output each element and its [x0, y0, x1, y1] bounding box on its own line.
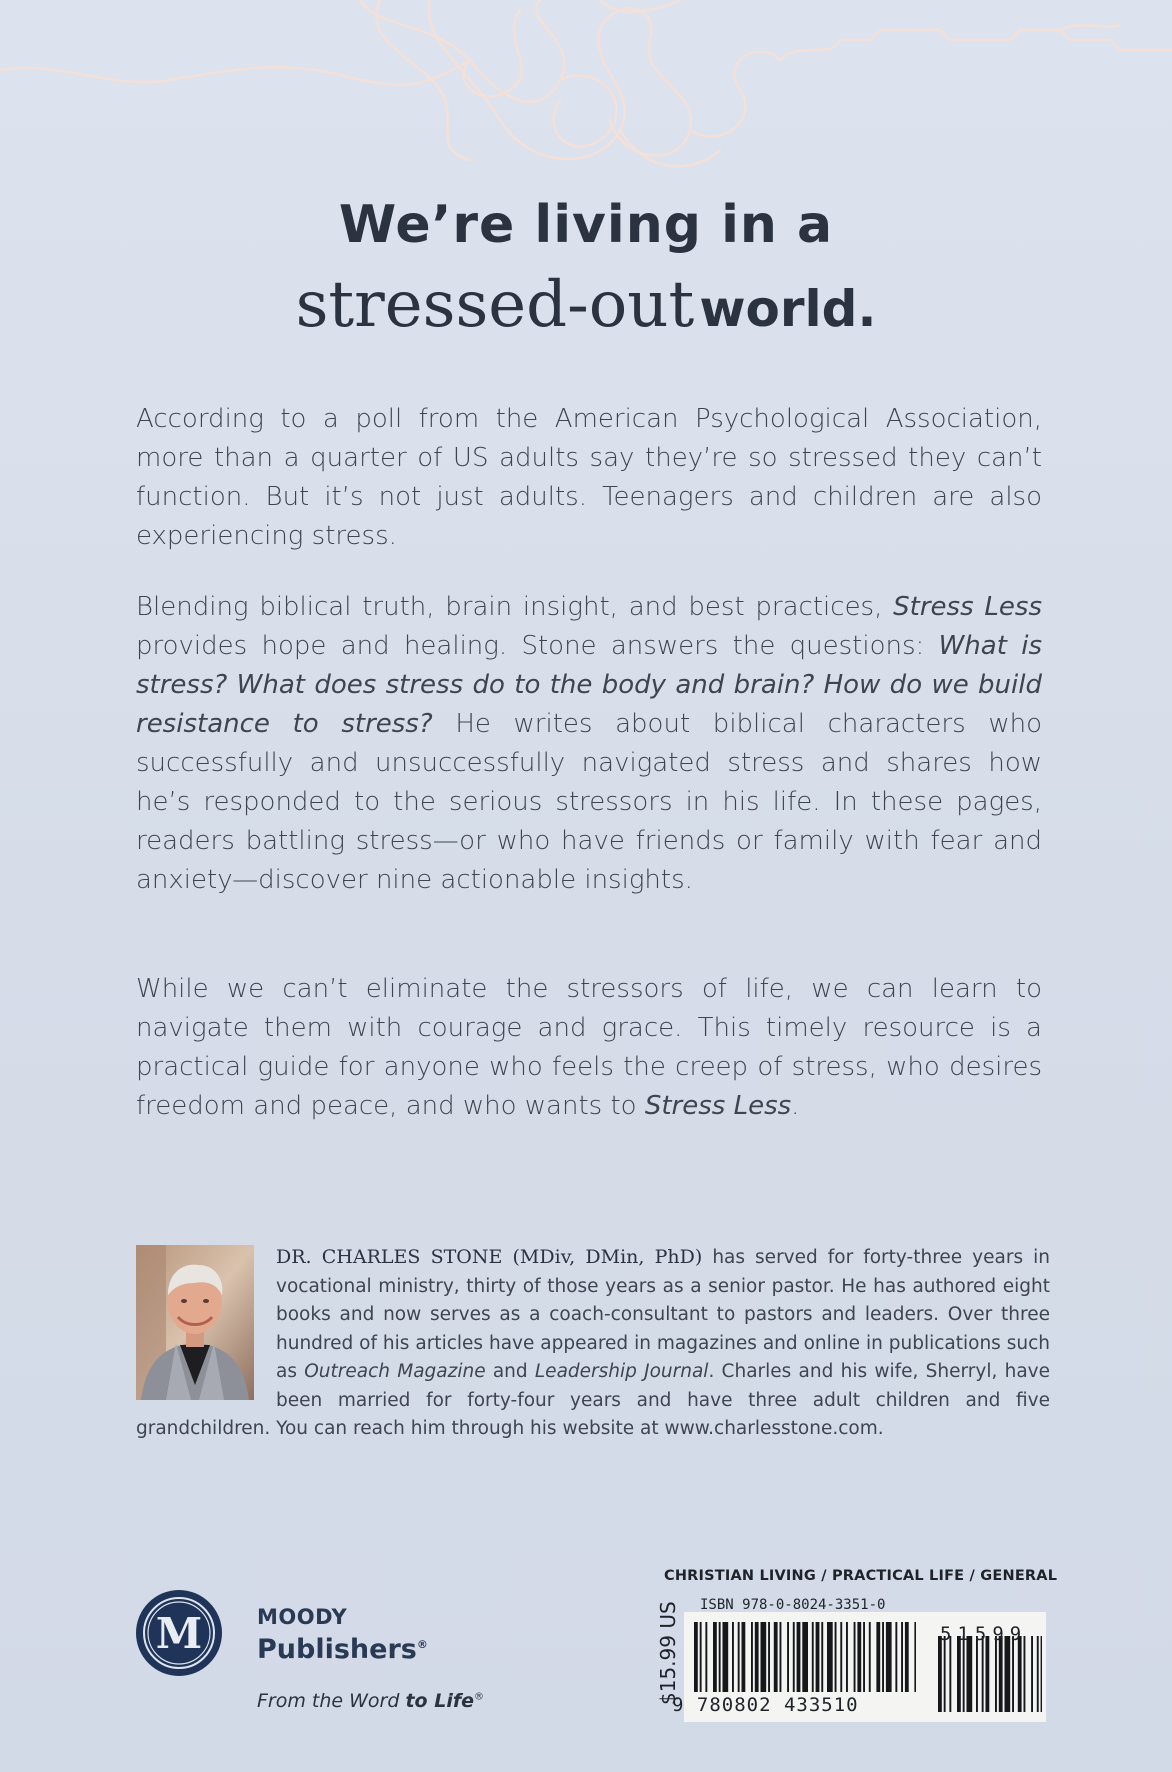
barcode-bar [957, 1636, 961, 1712]
barcode-bar [723, 1622, 729, 1692]
barcode-bar [854, 1622, 856, 1692]
barcode-bar [738, 1622, 740, 1692]
barcode-bar [857, 1622, 861, 1692]
p2-text-e: He writes about biblical characters who successfully and unsuccessfully navigated stress and shares how he’s responded to the serious stressors in his life. In these pages, readers battling stress—or who have friends or family with fear and anxiety—discover nine actionable insights. [136, 709, 1042, 895]
barcode-bar [761, 1622, 767, 1692]
p2-text-a: Blending biblical truth, brain insight, and best practices, [136, 592, 894, 622]
barcode-bar [976, 1636, 978, 1712]
barcode-bar [768, 1622, 770, 1692]
bio-text-e: . Charles and his wife, Sherryl, have been married for forty-four years and have three adult children and five grandchildren. You can reach him through his website at www.charlesstone.com. [136, 1361, 1050, 1439]
barcode-bar [816, 1622, 820, 1692]
tagline-text-a: From the Word [257, 1690, 406, 1712]
author-bio [136, 1243, 1050, 1444]
p2-text-c: provides hope and healing. Stone answers the questions: [136, 631, 939, 661]
barcode-bar [1012, 1636, 1014, 1712]
barcode-bar [963, 1636, 965, 1712]
barcode-bar [1031, 1636, 1033, 1712]
barcode-bar [700, 1622, 702, 1692]
bio-text-c: and [485, 1361, 535, 1382]
publisher-tagline [257, 1690, 484, 1712]
barcode-bar [863, 1622, 865, 1692]
description-paragraph-3 [136, 970, 1042, 1126]
barcode-bar [694, 1622, 698, 1692]
barcode-bar [938, 1636, 942, 1712]
barcode-bar [986, 1636, 990, 1712]
barcode-bar [1041, 1636, 1042, 1712]
barcode-bar [840, 1622, 842, 1692]
barcode-bar [755, 1622, 759, 1692]
barcode-bar [787, 1622, 789, 1692]
bio-publication-1: Outreach Magazine [304, 1361, 486, 1382]
barcode-bar [846, 1622, 848, 1692]
tagline-registered-mark: ® [474, 1691, 484, 1703]
barcode-bar [914, 1622, 916, 1692]
barcode-bar [751, 1622, 753, 1692]
publisher-name-bottom [257, 1629, 428, 1666]
barcode-bar [1018, 1636, 1022, 1712]
barcode-bar [1005, 1636, 1011, 1712]
barcode-bar [944, 1636, 946, 1712]
barcode-bar [812, 1622, 814, 1692]
author-name: DR. CHARLES STONE (MDiv, DMin, PhD) [276, 1246, 703, 1268]
publisher-name-top: MOODY [257, 1605, 348, 1629]
barcode-digits: 9 780802 433510 [672, 1694, 859, 1716]
publisher-name-bottom-text: Publishers [257, 1634, 417, 1665]
barcode-bar [780, 1622, 782, 1692]
description-paragraph-2 [136, 588, 1042, 900]
headline-serif-word: stressed-out [295, 268, 695, 342]
bisac-category: CHRISTIAN LIVING / PRACTICAL LIFE / GENERAL [664, 1568, 1058, 1584]
price-code-text: 51599 [940, 1623, 1028, 1645]
publisher-name [257, 1605, 428, 1666]
barcode-bar [705, 1622, 707, 1692]
p2-questions: What is stress? What does stress do to the body and brain? How do we build resistance to stress? [136, 631, 1042, 739]
barcode-bar [886, 1622, 892, 1692]
barcode-bar [901, 1622, 903, 1692]
barcode-bar [967, 1636, 973, 1712]
headline-bold-word: world. [699, 280, 877, 338]
headline-line-1: We’re living in a [338, 195, 834, 255]
bio-publication-2: Leadership Journal [534, 1361, 709, 1382]
barcode-bar [797, 1622, 801, 1692]
barcode-bar [742, 1622, 746, 1692]
barcode-bar [999, 1636, 1003, 1712]
description-paragraph-1: According to a poll from the American Psychological Association, more than a quarter of US adults say they’re so stressed they can’t function. But it’s not just adults. Teenagers and children are also experiencing stress. [136, 404, 1042, 551]
p3-text-a: While we can’t eliminate the stressors of life, we can learn to navigate them with courage and grace. This timely resource is a practical guide for anyone who feels the creep of stress, who desires freedom and peace, and who wants to [136, 974, 1042, 1121]
headline [0, 190, 1172, 366]
price-label: $15.99 US [656, 1601, 680, 1705]
isbn-text: ISBN 978-0-8024-3351-0 [700, 1597, 886, 1613]
barcode-bar [895, 1622, 897, 1692]
tagline-text-b: to Life [405, 1690, 474, 1712]
barcode-bar [793, 1622, 795, 1692]
p2-book-title: Stress Less [893, 592, 1042, 622]
barcode-bar [982, 1636, 984, 1712]
barcode-bar [827, 1622, 833, 1692]
author-photo [136, 1245, 254, 1400]
barcode-bar [732, 1622, 734, 1692]
barcode-bar [995, 1636, 997, 1712]
headline-line-2 [0, 260, 1172, 366]
barcode-bar [1037, 1636, 1039, 1712]
barcode-bar [882, 1622, 884, 1692]
bio-text-a: has served for forty-three years in vocational ministry, thirty of those years as a senior pastor. He has authored eight books and now serves as a coach-consultant to pastors and leaders. Over three hundred of his articles have appeared in magazines and online in publications such as [276, 1247, 1050, 1382]
p3-text-c: . [791, 1091, 800, 1121]
barcode-bar [774, 1622, 778, 1692]
logo-letter: M [155, 1609, 203, 1658]
decorative-line-doodle [0, 0, 1172, 190]
moody-logo-icon [134, 1588, 224, 1678]
barcode-bar [1024, 1636, 1026, 1712]
barcode-bar [876, 1622, 880, 1692]
barcode-bar [949, 1636, 951, 1712]
p3-book-title: Stress Less [644, 1091, 792, 1121]
barcode-bar [869, 1622, 871, 1692]
registered-mark: ® [416, 1638, 428, 1651]
barcode-bar [719, 1622, 721, 1692]
barcode-bar [835, 1622, 837, 1692]
barcode-bar [713, 1622, 717, 1692]
barcode-bar [905, 1622, 909, 1692]
barcode-bar [821, 1622, 823, 1692]
barcode-bar [802, 1622, 808, 1692]
